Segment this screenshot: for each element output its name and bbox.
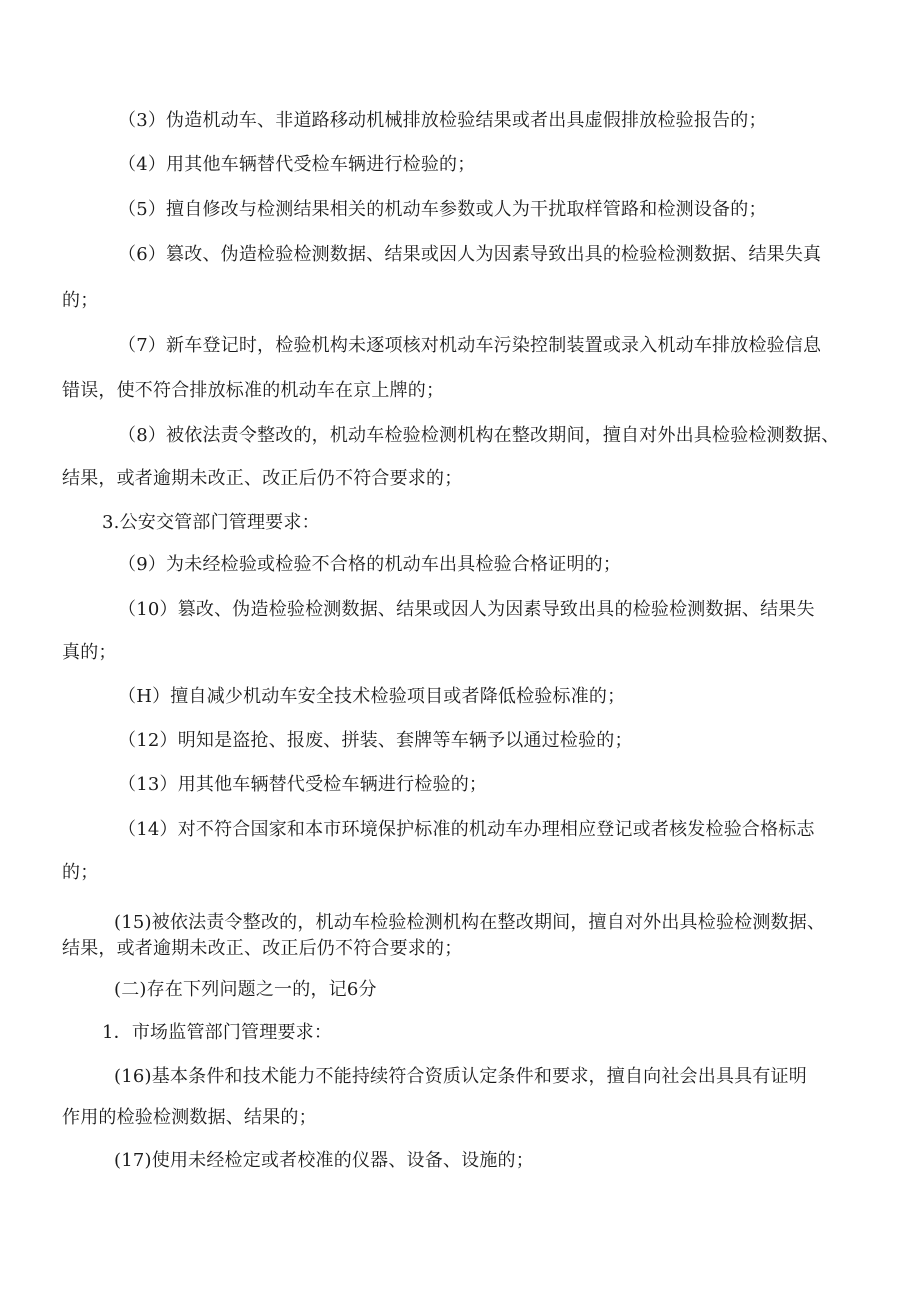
line-item-10-cont: 真的； (62, 642, 117, 663)
subsection-heading-1: 1．市场监管部门管理要求： (102, 1022, 333, 1043)
line-item-16-cont: 作用的检验检测数据、结果的； (62, 1107, 317, 1128)
line-item-14: （14）对不符合国家和本市环境保护标准的机动车办理相应登记或者核发检验合格标志 (118, 819, 815, 840)
section-heading-3: 3.公安交管部门管理要求： (102, 512, 320, 533)
line-item-16: (16)基本条件和技术能力不能持续符合资质认定条件和要求，擅自向社会出具具有证明 (114, 1066, 807, 1087)
line-item-7-cont: 错误，使不符合排放标准的机动车在京上牌的； (62, 380, 445, 401)
line-item-12: （12）明知是盗抢、报废、拼装、套牌等车辆予以通过检验的； (118, 730, 633, 751)
line-item-10: （10）篡改、伪造检验检测数据、结果或因人为因素导致出具的检验检测数据、结果失 (118, 599, 815, 620)
line-item-15: (15)被依法责令整改的，机动车检验检测机构在整改期间，擅自对外出具检验检测数据、 (114, 912, 826, 933)
line-item-6: （6）篡改、伪造检验检测数据、结果或因人为因素导致出具的检验检测数据、结果失真 (118, 244, 822, 265)
line-item-8: （8）被依法责令整改的，机动车检验检测机构在整改期间，擅自对外出具检验检测数据、 (118, 425, 840, 446)
line-item-7: （7）新车登记时，检验机构未逐项核对机动车污染控制装置或录入机动车排放检验信息 (118, 335, 822, 356)
line-item-3: （3）伪造机动车、非道路移动机械排放检验结果或者出具虚假排放检验报告的； (118, 110, 767, 131)
line-item-4: （4）用其他车辆替代受检车辆进行检验的； (118, 154, 476, 175)
line-item-14-cont: 的； (62, 862, 99, 883)
section-heading-2: (二)存在下列问题之一的，记6分 (114, 979, 377, 1000)
line-item-15-cont: 结果，或者逾期未改正、改正后仍不符合要求的； (62, 938, 463, 959)
line-item-9: （9）为未经检验或检验不合格的机动车出具检验合格证明的； (118, 554, 622, 575)
line-item-6-cont: 的； (62, 290, 99, 311)
line-item-13: （13）用其他车辆替代受检车辆进行检验的； (118, 774, 488, 795)
line-item-8-cont: 结果，或者逾期未改正、改正后仍不符合要求的； (62, 468, 463, 489)
line-item-17: (17)使用未经检定或者校准的仪器、设备、设施的； (114, 1150, 534, 1171)
line-item-5: （5）擅自修改与检测结果相关的机动车参数或人为干扰取样管路和检测设备的； (118, 199, 767, 220)
line-item-11: （H）擅自减少机动车安全技术检验项目或者降低检验标准的； (118, 686, 626, 707)
